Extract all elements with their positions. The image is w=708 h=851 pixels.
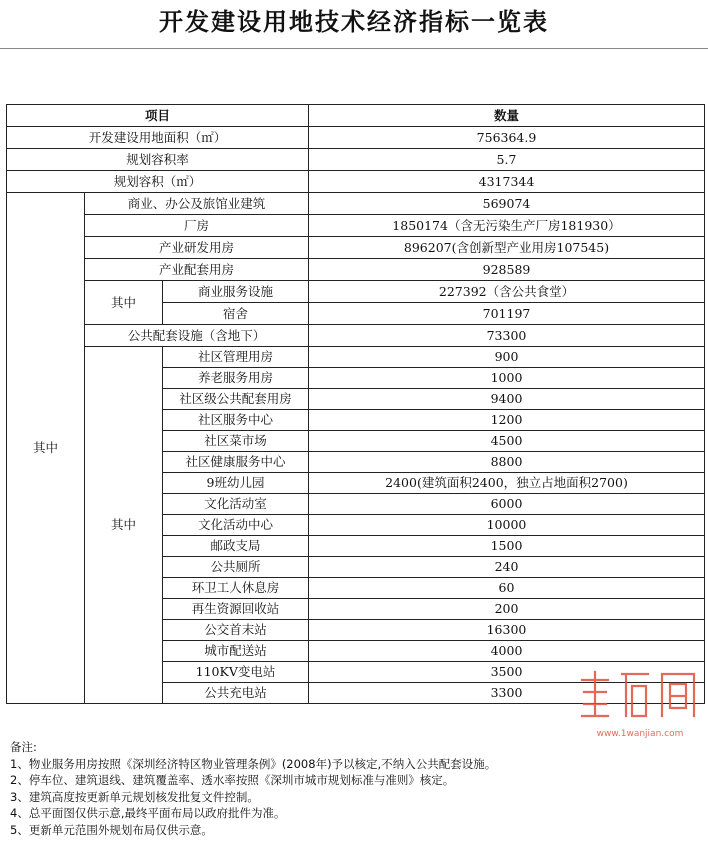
note-item: 2、停车位、建筑退线、建筑覆盖率、透水率按照《深圳市城市规划标准与准则》核定。 [10, 773, 455, 787]
item-value: 2400(建筑面积2400，独立占地面积2700) [309, 473, 705, 494]
item-value: 3300 [309, 683, 705, 704]
table-row [7, 347, 705, 368]
item-value: 6000 [309, 494, 705, 515]
item-value: 4317344 [309, 171, 705, 193]
item-label: 规划容积（㎡） [7, 171, 309, 193]
item-label: 社区服务中心 [163, 410, 309, 431]
item-label: 商业服务设施 [163, 281, 309, 303]
item-label: 社区菜市场 [163, 431, 309, 452]
table-row [7, 259, 705, 281]
note-item: 4、总平面图仅供示意,最终平面布局以政府批件为准。 [10, 806, 286, 820]
qizhong-label-outer: 其中 [7, 193, 85, 704]
note-item: 5、更新单元范围外规划布局仅供示意。 [10, 822, 213, 837]
table-row [7, 193, 705, 215]
notes-section [10, 739, 700, 838]
item-label: 宿舍 [163, 303, 309, 325]
page-title: 开发建设用地技术经济指标一览表 [159, 8, 549, 36]
item-value: 16300 [309, 620, 705, 641]
item-label: 公共配套设施（含地下） [85, 325, 309, 347]
table-row [7, 127, 705, 149]
item-value: 900 [309, 347, 705, 368]
item-value: 756364.9 [309, 127, 705, 149]
item-value: 1500 [309, 536, 705, 557]
item-value: 200 [309, 599, 705, 620]
item-value: 701197 [309, 303, 705, 325]
item-label: 开发建设用地面积（㎡） [7, 127, 309, 149]
item-label: 社区管理用房 [163, 347, 309, 368]
item-value: 4500 [309, 431, 705, 452]
item-value: 60 [309, 578, 705, 599]
item-label: 商业、办公及旅馆业建筑 [85, 193, 309, 215]
title-divider [0, 48, 708, 49]
table-row [7, 281, 705, 303]
item-value: 4000 [309, 641, 705, 662]
item-label: 厂房 [85, 215, 309, 237]
item-label: 产业配套用房 [85, 259, 309, 281]
item-value: 928589 [309, 259, 705, 281]
item-label: 社区健康服务中心 [163, 452, 309, 473]
item-label: 公共厕所 [163, 557, 309, 578]
table-row [7, 171, 705, 193]
qizhong-label-a: 其中 [85, 281, 163, 325]
indicator-table [6, 104, 705, 704]
item-value: 5.7 [309, 149, 705, 171]
note-item: 1、物业服务用房按照《深圳经济特区物业管理条例》(2008年)予以核定,不纳入公共配套设施。 [10, 756, 497, 771]
table-row [7, 237, 705, 259]
item-value: 10000 [309, 515, 705, 536]
item-value: 569074 [309, 193, 705, 215]
item-label: 文化活动中心 [163, 515, 309, 536]
item-value: 1000 [309, 368, 705, 389]
item-label: 产业研发用房 [85, 237, 309, 259]
header-quantity: 数量 [309, 105, 705, 127]
item-value: 8800 [309, 452, 705, 473]
item-value: 73300 [309, 325, 705, 347]
table-row [7, 149, 705, 171]
table-header-row [7, 105, 705, 127]
item-label: 规划容积率 [7, 149, 309, 171]
item-label: 城市配送站 [163, 641, 309, 662]
item-label: 9班幼儿园 [163, 473, 309, 494]
item-value: 1850174（含无污染生产厂房181930） [309, 215, 705, 237]
table-row [7, 215, 705, 237]
qizhong-label-b: 其中 [85, 347, 163, 704]
item-label: 养老服务用房 [163, 368, 309, 389]
item-label: 文化活动室 [163, 494, 309, 515]
item-value: 9400 [309, 389, 705, 410]
item-label: 公共充电站 [163, 683, 309, 704]
watermark-logo-icon [578, 650, 702, 742]
item-label: 公交首末站 [163, 620, 309, 641]
note-item: 3、建筑高度按更新单元规划核发批复文件控制。 [10, 789, 259, 804]
item-label: 110KV变电站 [163, 662, 309, 683]
item-label: 社区级公共配套用房 [163, 389, 309, 410]
item-value: 1200 [309, 410, 705, 431]
item-label: 邮政支局 [163, 536, 309, 557]
item-value: 227392（含公共食堂） [309, 281, 705, 303]
item-label: 再生资源回收站 [163, 599, 309, 620]
item-value: 896207(含创新型产业用房107545) [309, 237, 705, 259]
item-value: 240 [309, 557, 705, 578]
item-label: 环卫工人休息房 [163, 578, 309, 599]
table-row [7, 325, 705, 347]
watermark-url: www.1wanjian.com [596, 729, 684, 739]
item-value: 3500 [309, 662, 705, 683]
header-item: 项目 [7, 105, 309, 127]
notes-heading: 备注: [10, 740, 37, 754]
